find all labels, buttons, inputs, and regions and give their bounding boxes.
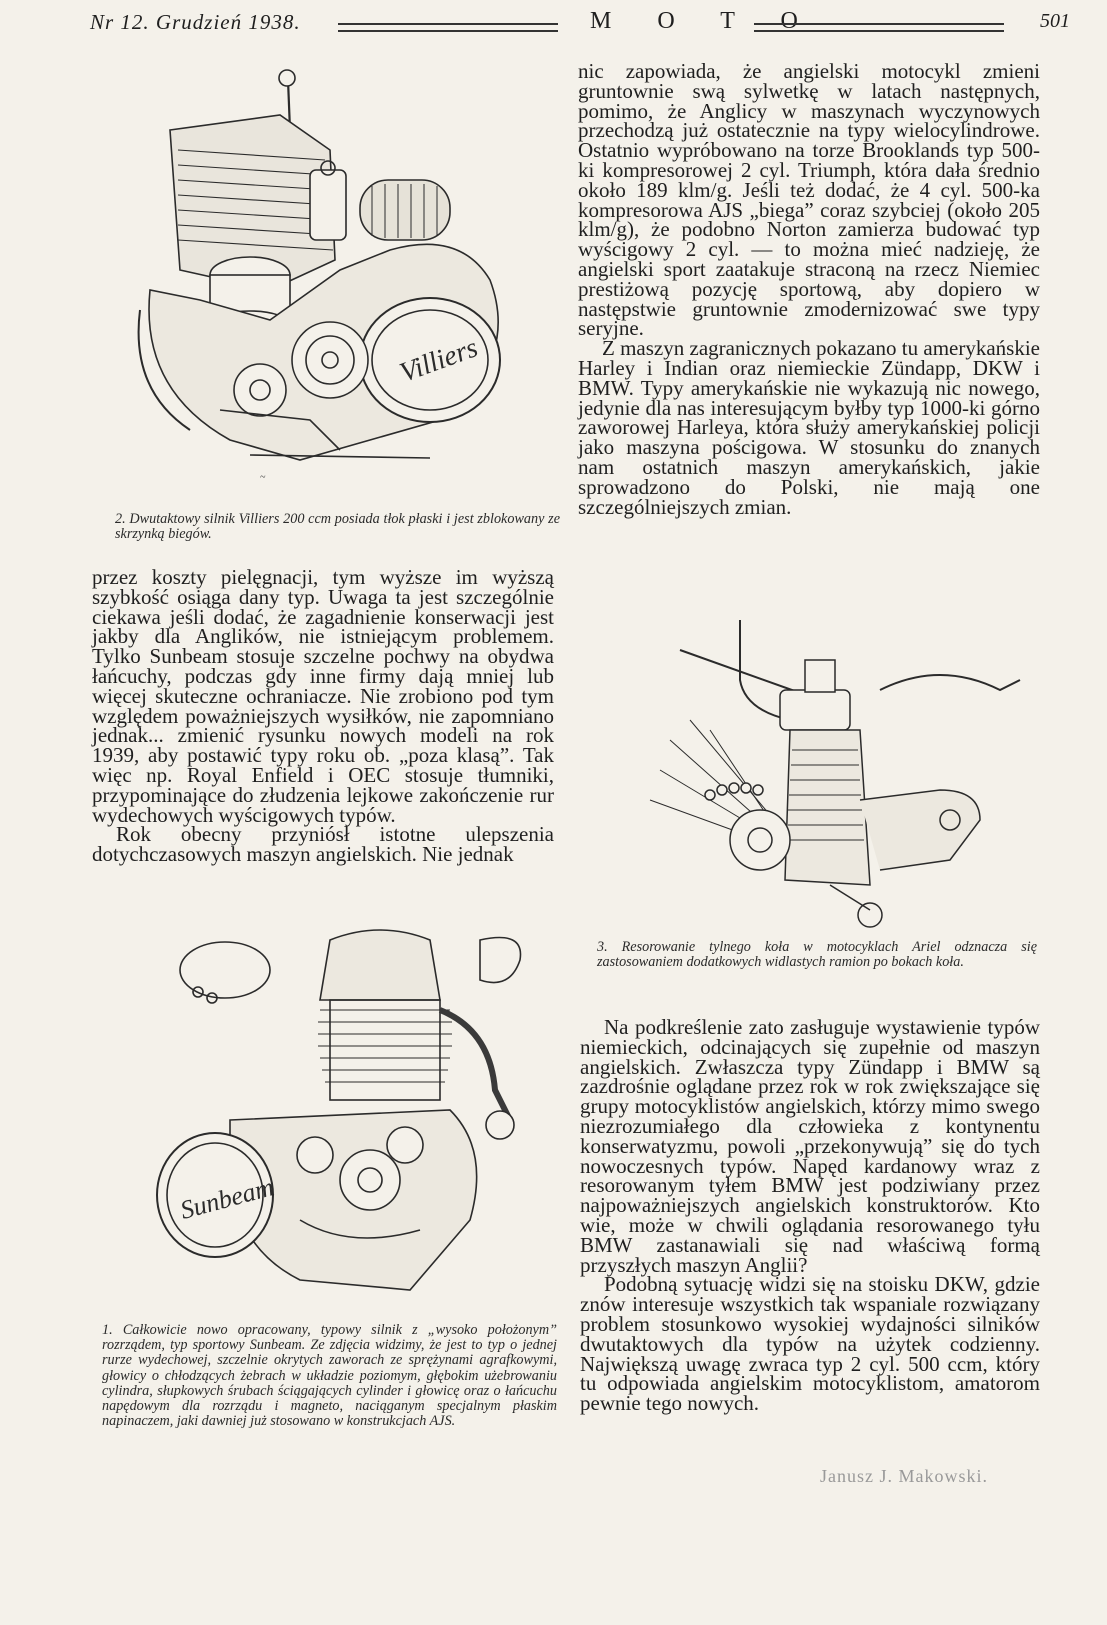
figure-2-caption: 2. Dwutaktowy silnik Villiers 200 ccm posiada tłok płaski i jest zblokowany ze skrzynką biegów. (115, 511, 560, 543)
left-column-text (92, 565, 554, 867)
author-signature: Janusz J. Makowski. (820, 1466, 988, 1486)
villiers-engine-illustration (110, 60, 550, 505)
left-paragraph-1: przez koszty pielęgnacji, tym wyższe im wyższą szybkość osiąga dany typ. Uwaga ta jest szczególnie ciekawa jeśli dodać, że zagadnienie konserwacji jest jakby dla Anglików, nie istniejącym problemem. Tylko Sunbeam stosuje szczelne pochwy na obydwa łańcuchy, podczas gdy inne firmy dają mniej lub więcej skuteczne ochraniacze. Nie zrobiono pod tym względem poważniejszych wysiłków, nie zapomniano jednak... zmienić rysunku nowych modeli na rok 1939, aby postawić typy roku ob. „poza klasą”. Tak więc np. Royal Enfield i OEC stosuje tłumniki, przypominające do złudzenia lejkowe zakończenie rur wydechowych wyścigowych typów. (92, 565, 554, 827)
right-paragraph-3: Na podkreślenie zato zasługuje wystawienie typów niemieckich, odcinających się zupełnie od maszyn angielskich. Zwłaszcza typy Zündapp i BMW są zazdrośnie oglądane przez rok w rok zwiększające się grupy motocyklistów angielskich, którzy mimo swego niezrozumiałego dla człowieka z kontynentu konserwatyzmu, powoli „przekonywują” się do tych nowoczesnych typów. Napęd kardanowy wraz z resorowanym tyłem BMW jest podziwiany przez najpoważniejszych angielskich konstruktorów. Kto wie, może w chwili oglądania resorowanego tyłu BMW zastanawiali się nad właściwą formą przyszłych maszyn Anglii? (580, 1015, 1040, 1277)
header-rule-right (754, 23, 1004, 32)
left-paragraph-2: Rok obecny przyniósł istotne ulepszenia dotychczasowych maszyn angielskich. Nie jednak (92, 822, 554, 867)
page-header (90, 6, 1070, 40)
figure-3-caption: 3. Resorowanie tylnego koła w motocyklach Ariel odznacza się zastosowaniem dodatkowych widlastych ramion po bokach koła. (597, 939, 1037, 971)
right-column-top-text (578, 59, 1040, 519)
right-paragraph-2: Z maszyn zagranicznych pokazano tu amerykańskie Harley i Indian oraz niemieckie Zündapp, DKW i BMW. Typy amerykańskie nie wykazują nic nowego, jedynie dla nas interesującym byłby typ 1000-ki górno zaworowej Harleya, która służy amerykańskiej policji jako maszyna pościgowa. W stosunku do znanych nam ostatnich maszyn amerykańskich, jakie sprowadzono do Polski, nie mają one szczególniejszych zmian. (578, 336, 1040, 519)
right-paragraph-4: Podobną sytuację widzi się na stoisku DKW, gdzie znów interesuje wszystkich tak wspaniale rozwiązany problem stosunkowo wysokiej wydajności silników dwutaktowych dla typów na użytek codzienny. Największą uwagę zwraca typ 2 cyl. 500 ccm, który tu odpowiada angielskim motocyklistom, amatorom pewnie tego nowych. (580, 1272, 1040, 1416)
sunbeam-logo-text: Sunbeam (177, 1172, 277, 1225)
issue-label: Nr 12. Grudzień 1938. (90, 10, 301, 34)
magazine-title: M O T O (590, 8, 818, 34)
figure-1-caption: 1. Całkowicie nowo opracowany, typowy silnik z „wysoko położonym” rozrządem, typ sportowy Sunbeam. Ze zdjęcia widzimy, że jest to typ o jednej rurze wydechowej, szczelnie okrytych zaworach ze sprężynami agrafkowymi, głowicy o chłodzących żebrach w układzie poziomym, głębokim użebrowaniu cylindra, słupkowych śrubach ściągających cylinder i głowicę oraz o łańcuchu napędowym dla rozrządu i magneto, naciąganym specjalnym płaskim napinaczem, jaki dawniej już stosowano w konstrukcjach AJS. (102, 1322, 557, 1430)
right-column-bottom-text (580, 1015, 1040, 1416)
ariel-rear-suspension-illustration (620, 620, 1040, 935)
sunbeam-engine-illustration (150, 920, 550, 1305)
svg-text:~: ~ (260, 472, 266, 483)
right-paragraph-1: nic zapowiada, że angielski motocykl zmieni gruntownie swą sylwetkę w latach następnych, pomimo, że Anglicy w maszynach wyczynowych przechodzą już ostatecznie na typy wielocylindrowe. Ostatnio wypróbowano na torze Brooklands typ 500-ki kompresorowej 2 cyl. Triumph, która dała średnio około 189 klm/g. Jeśli też dodać, że 4 cyl. 500-ka kompresorowa AJS „biega” coraz szybciej (około 205 klm/g), że podobno Norton zamierza budować typ wyścigowy 2 cyl. — to można mieć nadzieję, że angielski sport zaatakuje straconą na rzecz Niemiec prestiżową pozycję sportową, aby dopiero w następstwie gruntownie zmodernizować swe typy seryjne. (578, 59, 1040, 341)
villiers-logo-text: Villiers (395, 332, 482, 389)
page-number: 501 (1040, 10, 1070, 32)
header-rule-left (338, 23, 558, 32)
